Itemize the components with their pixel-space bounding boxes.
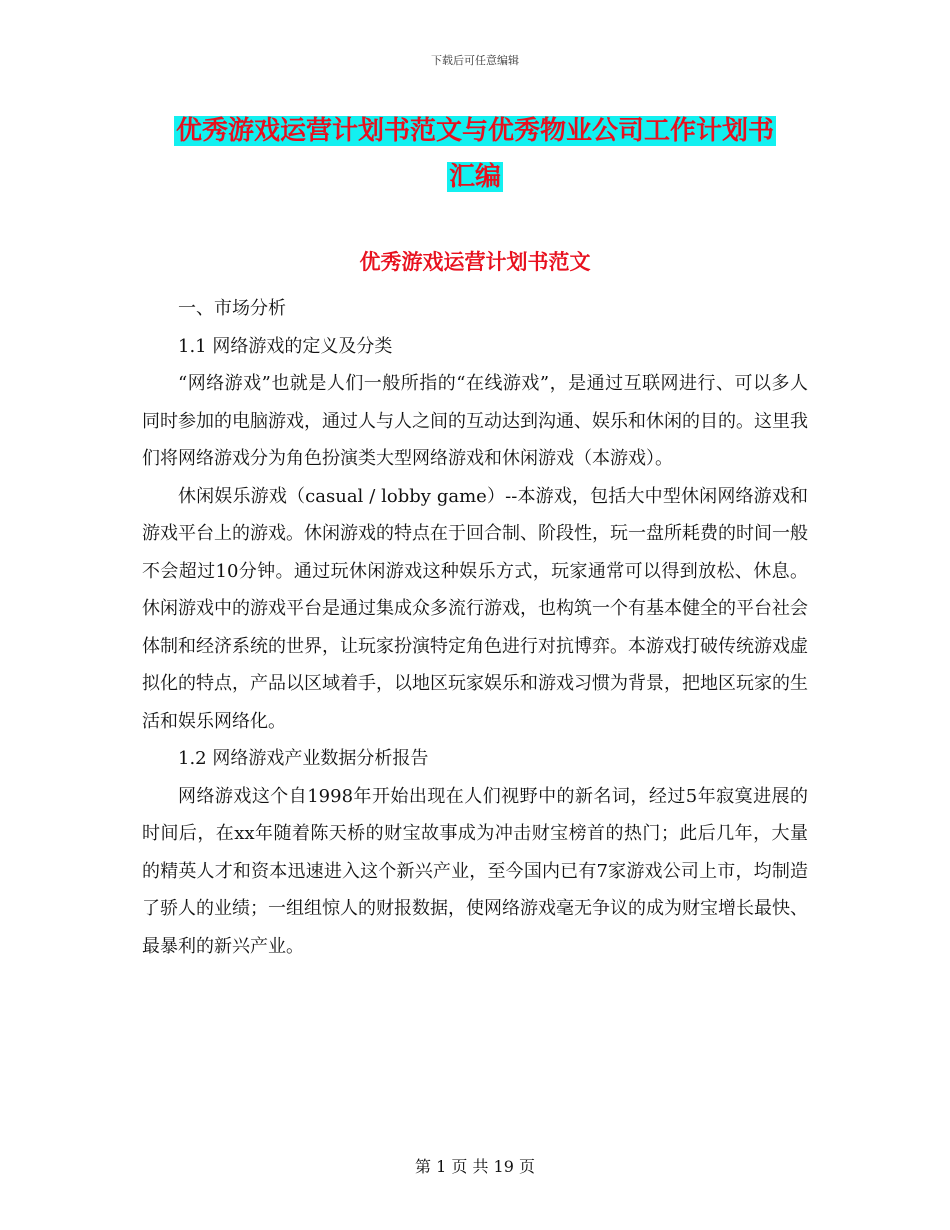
paragraph-casual-games: 休闲娱乐游戏（casual / lobby game）--本游戏，包括大中型休闲网络游戏和游戏平台上的游戏。休闲游戏的特点在于回合制、阶段性，玩一盘所耗费的时间一般不会超过10分钟。通过玩休闲游戏这种娱乐方式，玩家通常可以得到放松、休息。休闲游戏中的游戏平台是通过集成众多流行游戏，也构筑一个有基本健全的平台社会体制和经济系统的世界，让玩家扮演特定角色进行对抗博弈。本游戏打破传统游戏虚拟化的特点，产品以区域着手，以地区玩家娱乐和游戏习惯为背景，把地区玩家的生活和娱乐网络化。	[142, 485, 808, 732]
page-number: 第 1 页 共 19 页	[415, 1157, 535, 1176]
heading-market-analysis: 一、市场分析	[178, 298, 286, 319]
heading-definition: 1.1 网络游戏的定义及分类	[178, 335, 393, 357]
page-header-note: 下载后可任意编辑	[431, 54, 519, 67]
document-title	[140, 108, 810, 200]
paragraph-definition: “网络游戏”也就是人们一般所指的“在线游戏”，是通过互联网进行、可以多人同时参加的电脑游戏，通过人与人之间的互动达到沟通、娱乐和休闲的目的。这里我们将网络游戏分为角色扮演类大型网络游戏和休闲游戏（本游戏）。	[142, 373, 808, 469]
paragraph-industry-data: 网络游戏这个自1998年开始出现在人们视野中的新名词，经过5年寂寞进展的时间后，在xx年随着陈天桥的财宝故事成为冲击财宝榜首的热门；此后几年，大量的精英人才和资本迅速进入这个新兴产业，至今国内已有7家游戏公司上市，均制造了骄人的业绩；一组组惊人的财报数据，使网络游戏毫无争议的成为财宝增长最快、最暴利的新兴产业。	[142, 785, 808, 957]
document-title-line2: 汇编	[448, 162, 501, 192]
document-body	[142, 290, 808, 965]
heading-industry-data: 1.2 网络游戏产业数据分析报告	[178, 748, 429, 769]
section-title: 优秀游戏运营计划书范文	[359, 250, 591, 274]
document-title-line1: 优秀游戏运营计划书范文与优秀物业公司工作计划书	[175, 116, 774, 146]
